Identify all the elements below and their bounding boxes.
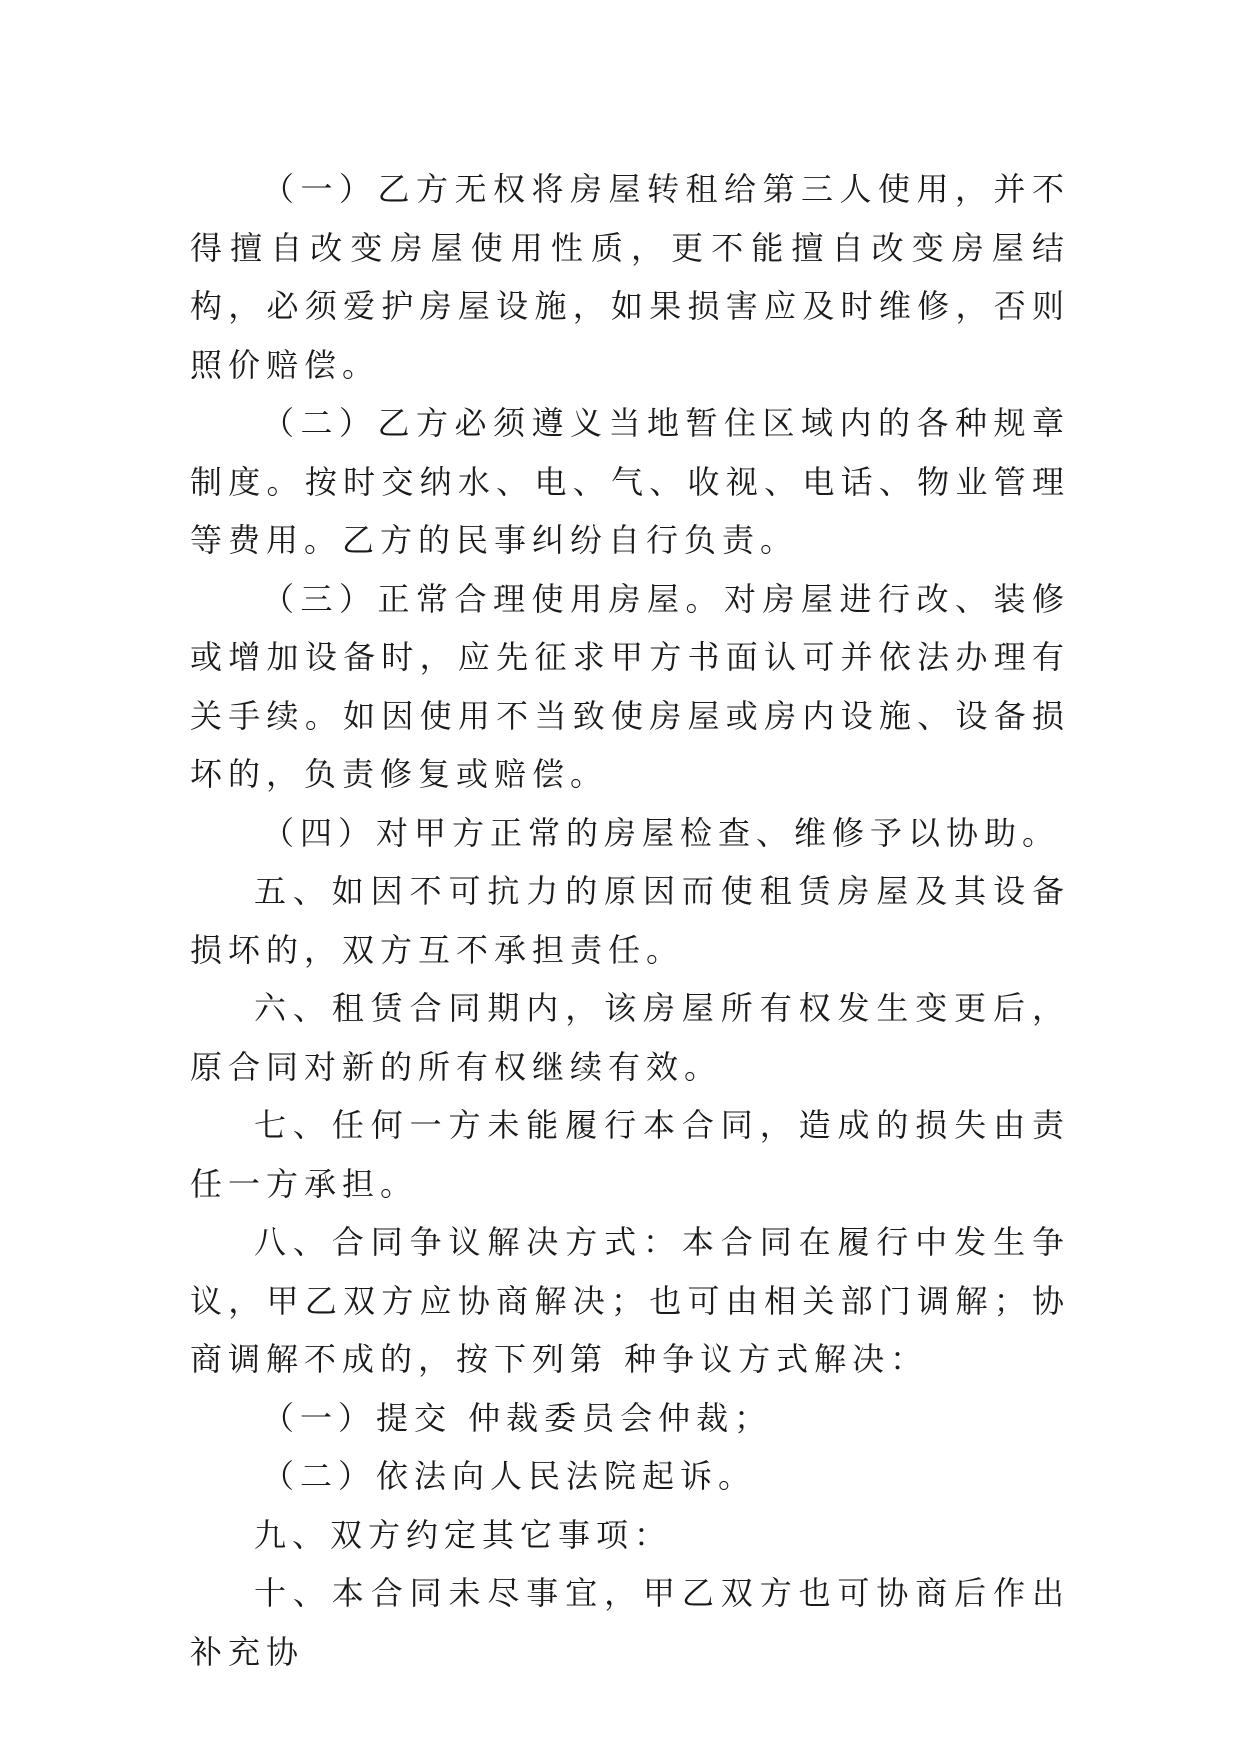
- clause-paragraph: （二）依法向人民法院起诉。: [262, 1457, 757, 1495]
- document-body: [190, 160, 1070, 1681]
- clause-paragraph: 八、合同争议解决方式：本合同在履行中发生争议，甲乙双方应协商解决；也可由相关部门调解；协商调解不成的，按下列第 种争议方式解决：: [190, 1223, 1070, 1378]
- clause-paragraph: 十、本合同未尽事宜，甲乙双方也可协商后作出补充协: [190, 1574, 1070, 1671]
- clause-paragraph: （一）乙方无权将房屋转租给第三人使用，并不得擅自改变房屋使用性质，更不能擅自改变房屋结构，必须爱护房屋设施，如果损害应及时维修，否则照价赔偿。: [190, 170, 1070, 384]
- clause-paragraph: 九、双方约定其它事项：: [254, 1515, 673, 1554]
- clause-paragraph: 五、如因不可抗力的原因而使租赁房屋及其设备损坏的，双方互不承担责任。: [190, 872, 1070, 969]
- clause-paragraph: 七、任何一方未能履行本合同，造成的损失由责任一方承担。: [190, 1106, 1070, 1203]
- clause-paragraph: 六、租赁合同期内，该房屋所有权发生变更后，原合同对新的所有权继续有效。: [190, 989, 1070, 1086]
- clause-paragraph: （二）乙方必须遵义当地暂住区域内的各种规章制度。按时交纳水、电、气、收视、电话、物业管理等费用。乙方的民事纠纷自行负责。: [190, 404, 1070, 559]
- clause-paragraph: （三）正常合理使用房屋。对房屋进行改、装修或增加设备时，应先征求甲方书面认可并依法办理有关手续。如因使用不当致使房屋或房内设施、设备损坏的，负责修复或赔偿。: [190, 579, 1070, 793]
- clause-paragraph: （一）提交 仲裁委员会仲裁；: [262, 1398, 773, 1437]
- clause-paragraph: （四）对甲方正常的房屋检查、维修予以协助。: [262, 813, 1061, 852]
